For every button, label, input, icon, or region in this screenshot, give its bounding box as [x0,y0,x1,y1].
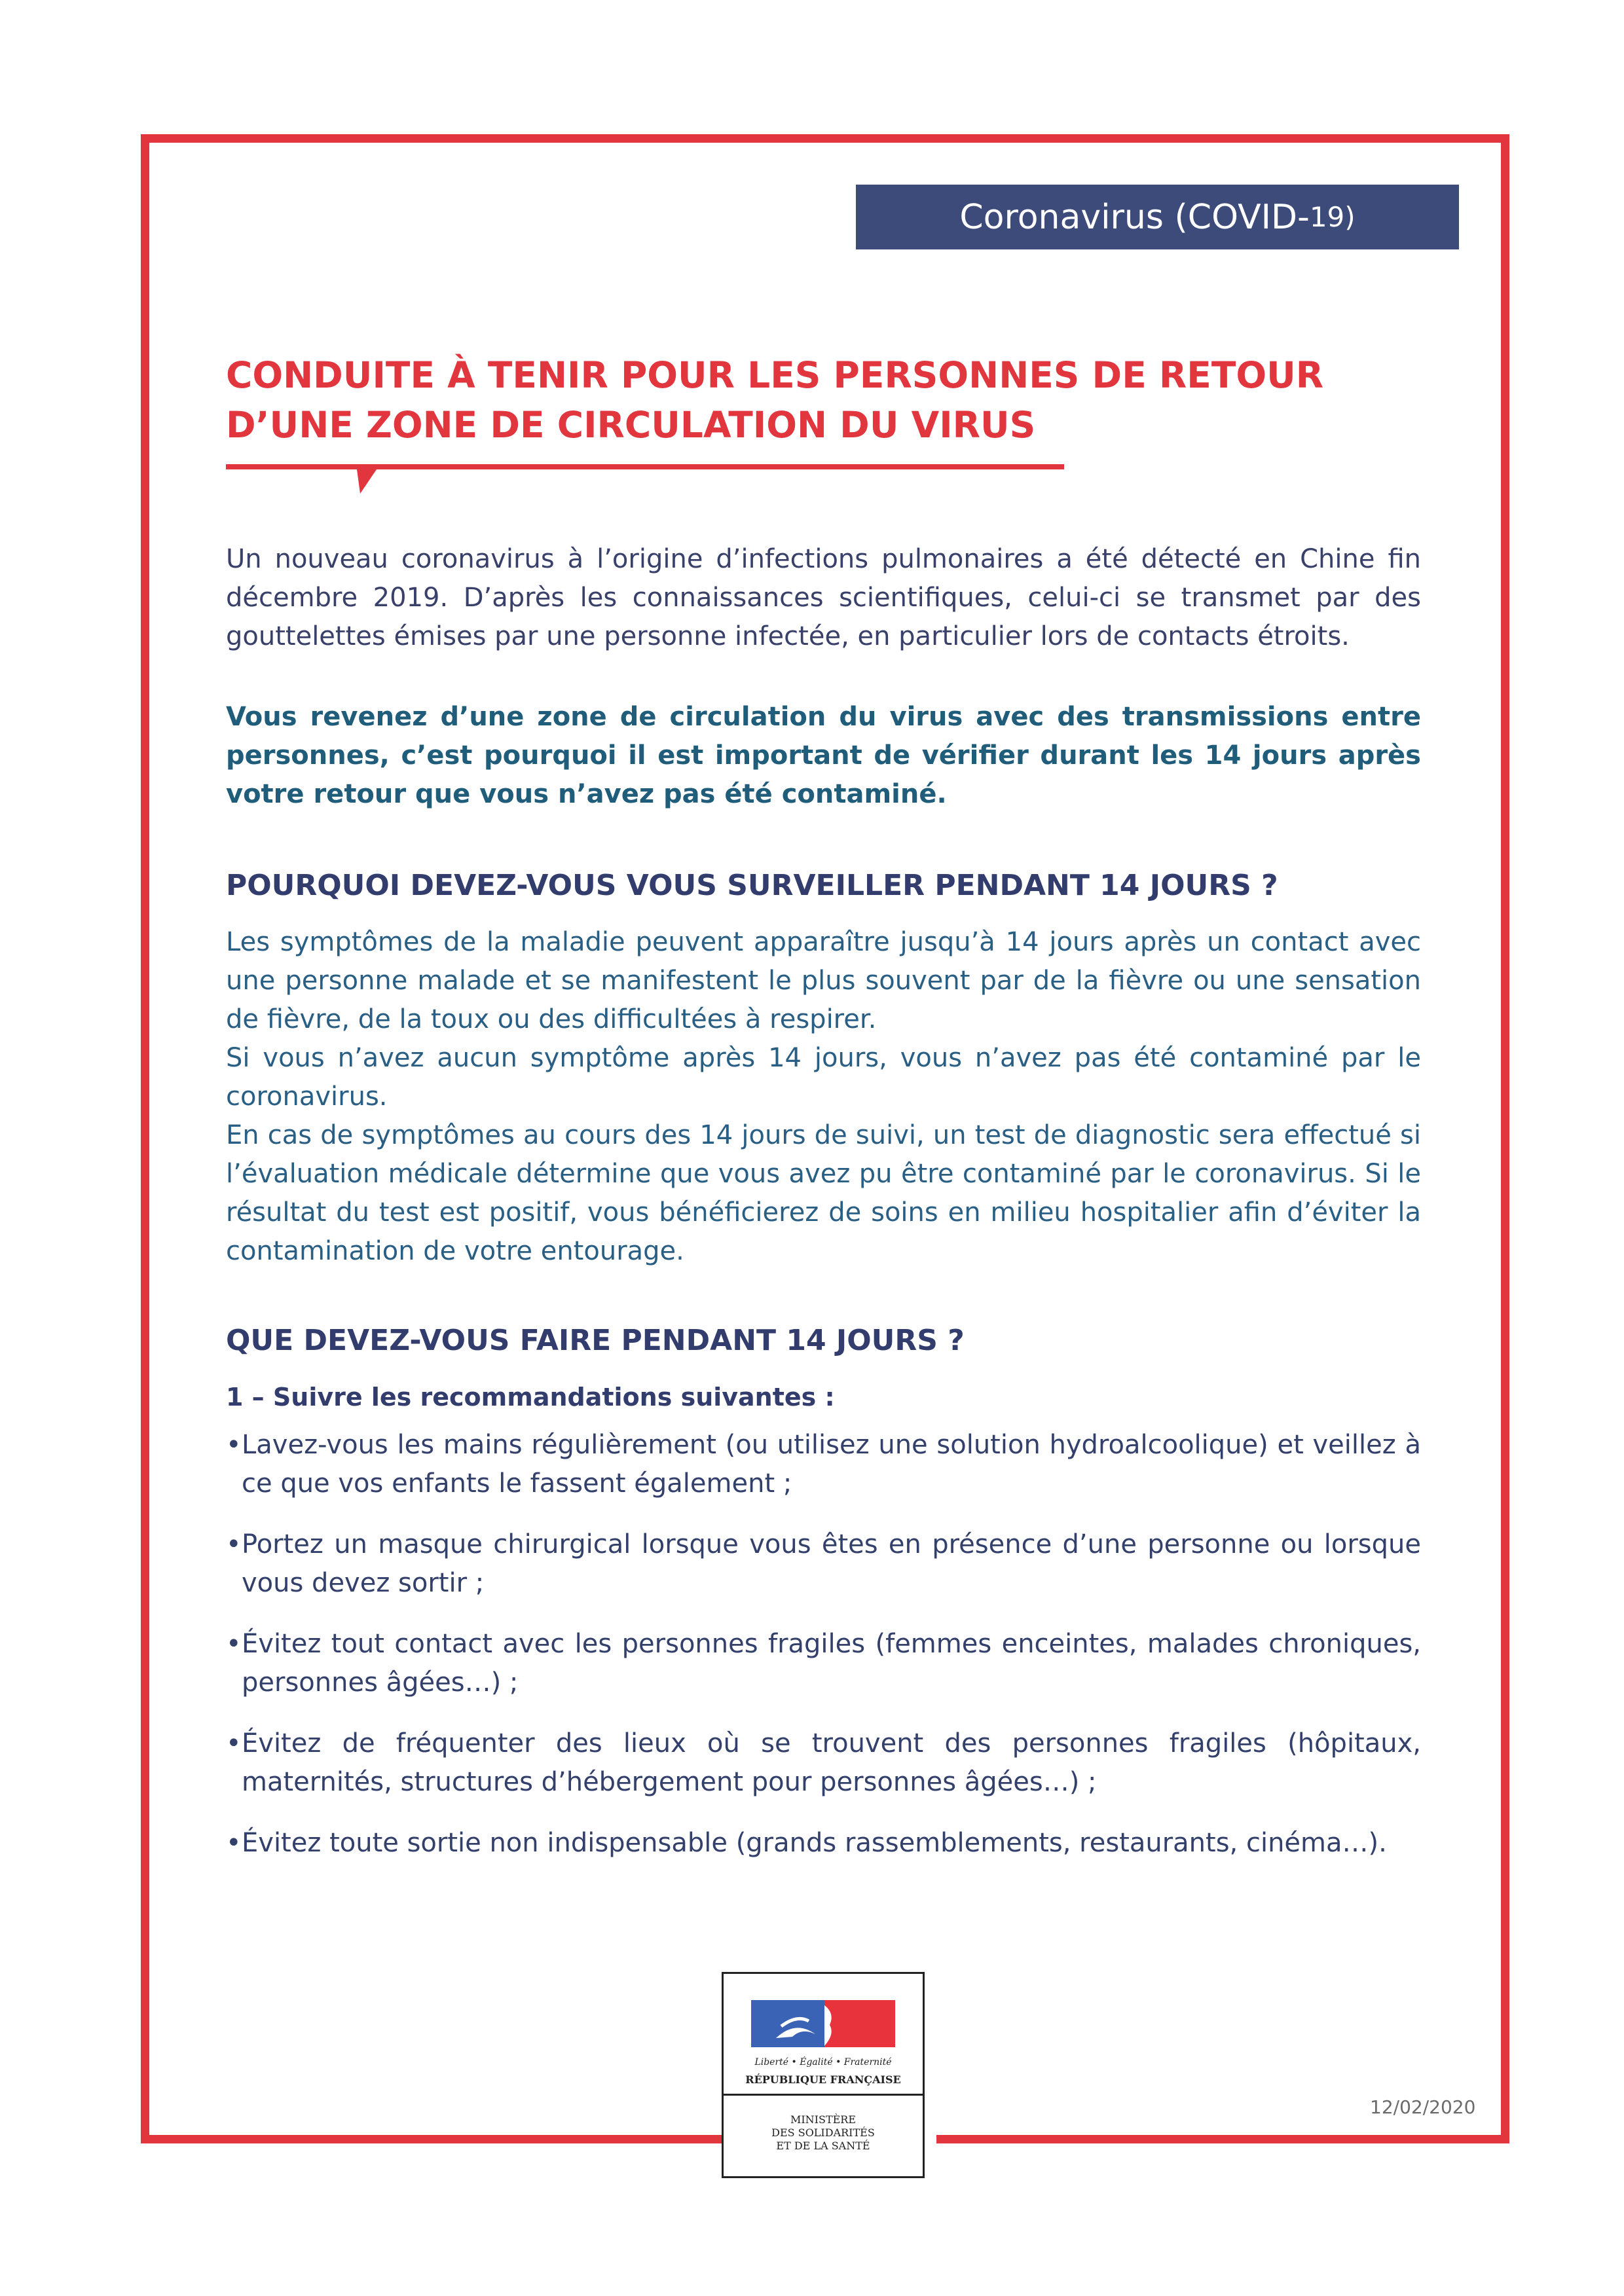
recommendations-list [226,1426,1421,1885]
ministry-line2: DES SOLIDARITÉS [771,2126,875,2139]
list-item [226,1426,1421,1503]
why-heading: POURQUOI DEVEZ-VOUS VOUS SURVEILLER PENDANT 14 JOURS ? [226,869,1278,902]
list-item [226,1625,1421,1702]
badge-sub-text: 19) [1309,201,1356,233]
badge-main-text: Coronavirus (COVID- [959,197,1310,237]
why-section-body [226,923,1421,1271]
bullet-icon: • [226,1529,242,1559]
bullet-icon: • [226,1728,242,1758]
frame-left-border [141,134,149,2143]
document-date: 12/02/2020 [1370,2096,1476,2118]
why-paragraph-symptoms: Les symptômes de la maladie peuvent apparaître jusqu’à 14 jours après un contact avec une personne malade et se manifestent le plus souvent par de la fièvre ou une sensation de fièvre, de la toux ou des difficultées à respirer. [226,927,1421,1034]
logo-divider [724,2094,923,2096]
ministry-logo [722,1972,925,2178]
logo-motto: Liberté • Égalité • Fraternité [754,2057,892,2068]
intro-paragraph: Un nouveau coronavirus à l’origine d’infections pulmonaires a été détecté en Chine fin décembre 2019. D’après les connaissances scientifiques, celui-ci se transmet par des gouttelettes émises par une personne infectée, en particulier lors de contacts étroits. [226,544,1421,651]
frame-bottom-left-border [141,2135,728,2143]
list-item [226,1724,1421,1802]
ministry-line3: ET DE LA SANTÉ [776,2140,870,2152]
frame-top-border [141,134,1509,143]
list-item-text: Évitez toute sortie non indispensable (grands rassemblements, restaurants, cinéma…). [242,1828,1387,1858]
page-title [226,350,1418,450]
list-item-text: Évitez de fréquenter des lieux où se trouvent des personnes fragiles (hôpitaux, maternités, structures d’hébergement pour personnes âgées…) ; [242,1728,1421,1797]
frame-right-border [1501,134,1509,2143]
marianne-flag-icon [724,1974,923,2056]
covid-header-badge [856,185,1459,249]
list-item-text: Portez un masque chirurgical lorsque vous êtes en présence d’une personne ou lorsque vous devez sortir ; [242,1529,1421,1598]
what-heading: QUE DEVEZ-VOUS FAIRE PENDANT 14 JOURS ? [226,1324,965,1357]
bullet-icon: • [226,1828,242,1858]
page-title-line1: CONDUITE À TENIR POUR LES PERSONNES DE RETOUR [226,354,1324,396]
emphasis-paragraph: Vous revenez d’une zone de circulation du virus avec des transmissions entre personnes, c’est pourquoi il est important de vérifier durant les 14 jours après votre retour que vous n’avez pas été contaminé. [226,702,1421,809]
frame-bottom-right-border [936,2135,1509,2143]
why-paragraph-testing: En cas de symptômes au cours des 14 jours de suivi, un test de diagnostic sera effectué si l’évaluation médicale détermine que vous avez pu être contaminé par le coronavirus. Si le résultat du test est positif, vous bénéficierez de soins en milieu hospitalier afin d’éviter la contamination de votre entourage. [226,1120,1421,1266]
list-item [226,1525,1421,1603]
page-title-line2: D’UNE ZONE DE CIRCULATION DU VIRUS [226,404,1036,446]
list-item [226,1824,1421,1863]
ministry-line1: MINISTÈRE [790,2113,857,2126]
logo-ministry [724,2113,923,2153]
bullet-icon: • [226,1430,242,1460]
list-item-text: Évitez tout contact avec les personnes fragiles (femmes enceintes, malades chroniques, personnes âgées…) ; [242,1629,1421,1698]
why-paragraph-no-symptoms: Si vous n’avez aucun symptôme après 14 jours, vous n’avez pas été contaminé par le coronavirus. [226,1043,1421,1112]
bullet-icon: • [226,1629,242,1659]
list-item-text: Lavez-vous les mains régulièrement (ou utilisez une solution hydroalcoolique) et veillez à ce que vos enfants le fassent également ; [242,1430,1421,1499]
recommendations-subheading: 1 – Suivre les recommandations suivantes : [226,1383,835,1412]
logo-republic: RÉPUBLIQUE FRANÇAISE [745,2073,901,2086]
speech-bubble-underline-icon [226,464,1064,497]
